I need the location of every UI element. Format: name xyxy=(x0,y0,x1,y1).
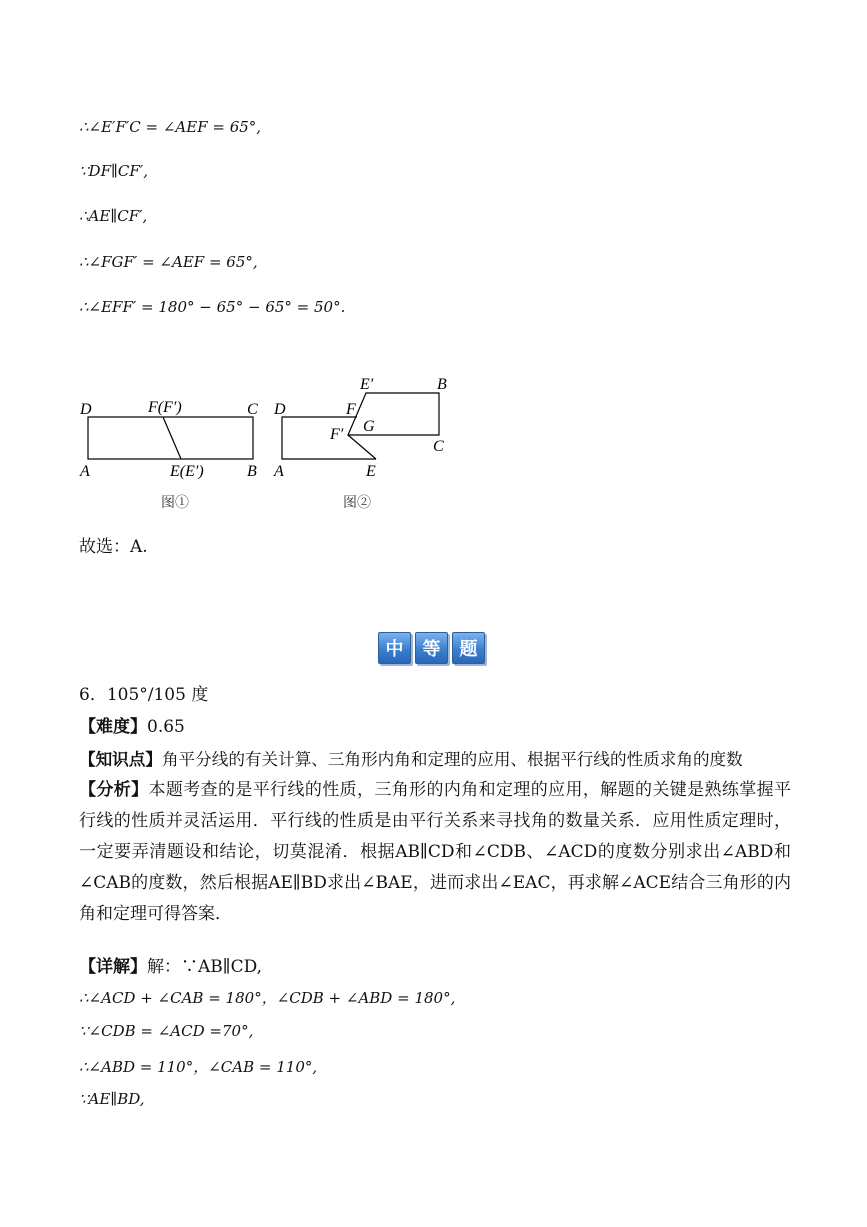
step-line-1: ∴∠E′F′C = ∠AEF = 65°, xyxy=(79,118,262,136)
step-line-4: ∴∠FGF′ = ∠AEF = 65°, xyxy=(79,253,258,271)
fig2-label-A: A xyxy=(274,463,284,480)
detail-intro: 解：∵AB∥CD, xyxy=(147,957,263,977)
step-line-5: ∴∠EFF′ = 180° − 65° − 65° = 50°. xyxy=(79,298,346,316)
fig2-label-G: G xyxy=(363,418,375,435)
fig1-caption: 图① xyxy=(161,496,189,511)
fig1-label-C: C xyxy=(247,401,258,418)
step-line-2: ∵DF∥CF′, xyxy=(79,162,148,180)
fig2-label-B: B xyxy=(437,376,447,393)
detail-label: 【详解】 xyxy=(79,957,147,977)
question-number: 6．105°/105 度 xyxy=(79,685,209,705)
analysis-label: 【分析】 xyxy=(79,780,149,800)
analysis-paragraph xyxy=(79,775,791,930)
badge-char-1: 中 xyxy=(378,632,411,664)
fig1-label-A: A xyxy=(80,463,90,480)
geometry-figures xyxy=(0,370,867,520)
difficulty-value: 0.65 xyxy=(147,717,185,737)
figure-1 xyxy=(79,399,258,511)
knowledge-label: 【知识点】 xyxy=(79,749,162,769)
fig2-label-E: E xyxy=(366,463,376,480)
fig2-label-F: F xyxy=(346,401,356,418)
fig2-label-C: C xyxy=(433,438,444,455)
fig2-label-D: D xyxy=(274,401,286,418)
analysis-text: 本题考查的是平行线的性质，三角形的内角和定理的应用，解题的关键是熟练掌握平行线的性质并灵活运用．平行线的性质是由平行关系来寻找角的数量关系．应用性质定理时，一定要弄清题设和结论，切莫混淆．根据AB∥CD和∠CDB、∠ACD的度数分别求出∠ABD和∠CAB的度数，然后根据AE∥BD求出∠BAE，进而求出∠EAC，再求解∠ACE结合三角形的内角和定理可得答案． xyxy=(79,780,791,924)
fig2-caption: 图② xyxy=(343,496,371,511)
knowledge-text: 角平分线的有关计算、三角形内角和定理的应用、根据平行线的性质求角的度数 xyxy=(161,750,743,769)
figure-2 xyxy=(273,376,447,511)
fig1-label-F: F(F′) xyxy=(148,399,182,416)
difficulty-row xyxy=(79,712,185,737)
detail-step-1: ∴∠ACD + ∠CAB = 180°，∠CDB + ∠ABD = 180°, xyxy=(79,989,456,1007)
detail-step-2: ∵∠CDB = ∠ACD =70°, xyxy=(79,1022,254,1040)
detail-step-3: ∴∠ABD = 110°，∠CAB = 110°, xyxy=(79,1058,318,1076)
knowledge-row xyxy=(79,746,743,770)
answer-choice: 故选：A. xyxy=(79,537,148,557)
fig2-label-Fp: F′ xyxy=(330,426,344,443)
section-badge xyxy=(378,632,485,664)
detail-step-4: ∵AE∥BD, xyxy=(79,1090,145,1108)
fig2-label-Ep: E′ xyxy=(360,376,374,393)
fig1-label-D: D xyxy=(80,401,92,418)
fig1-label-E: E(E′) xyxy=(170,463,204,480)
badge-char-3: 题 xyxy=(452,632,485,664)
difficulty-label: 【难度】 xyxy=(79,717,147,737)
step-line-3: ∴AE∥CF′, xyxy=(79,207,148,225)
detail-row xyxy=(79,952,262,977)
badge-char-2: 等 xyxy=(415,632,448,664)
fig1-label-B: B xyxy=(247,463,257,480)
